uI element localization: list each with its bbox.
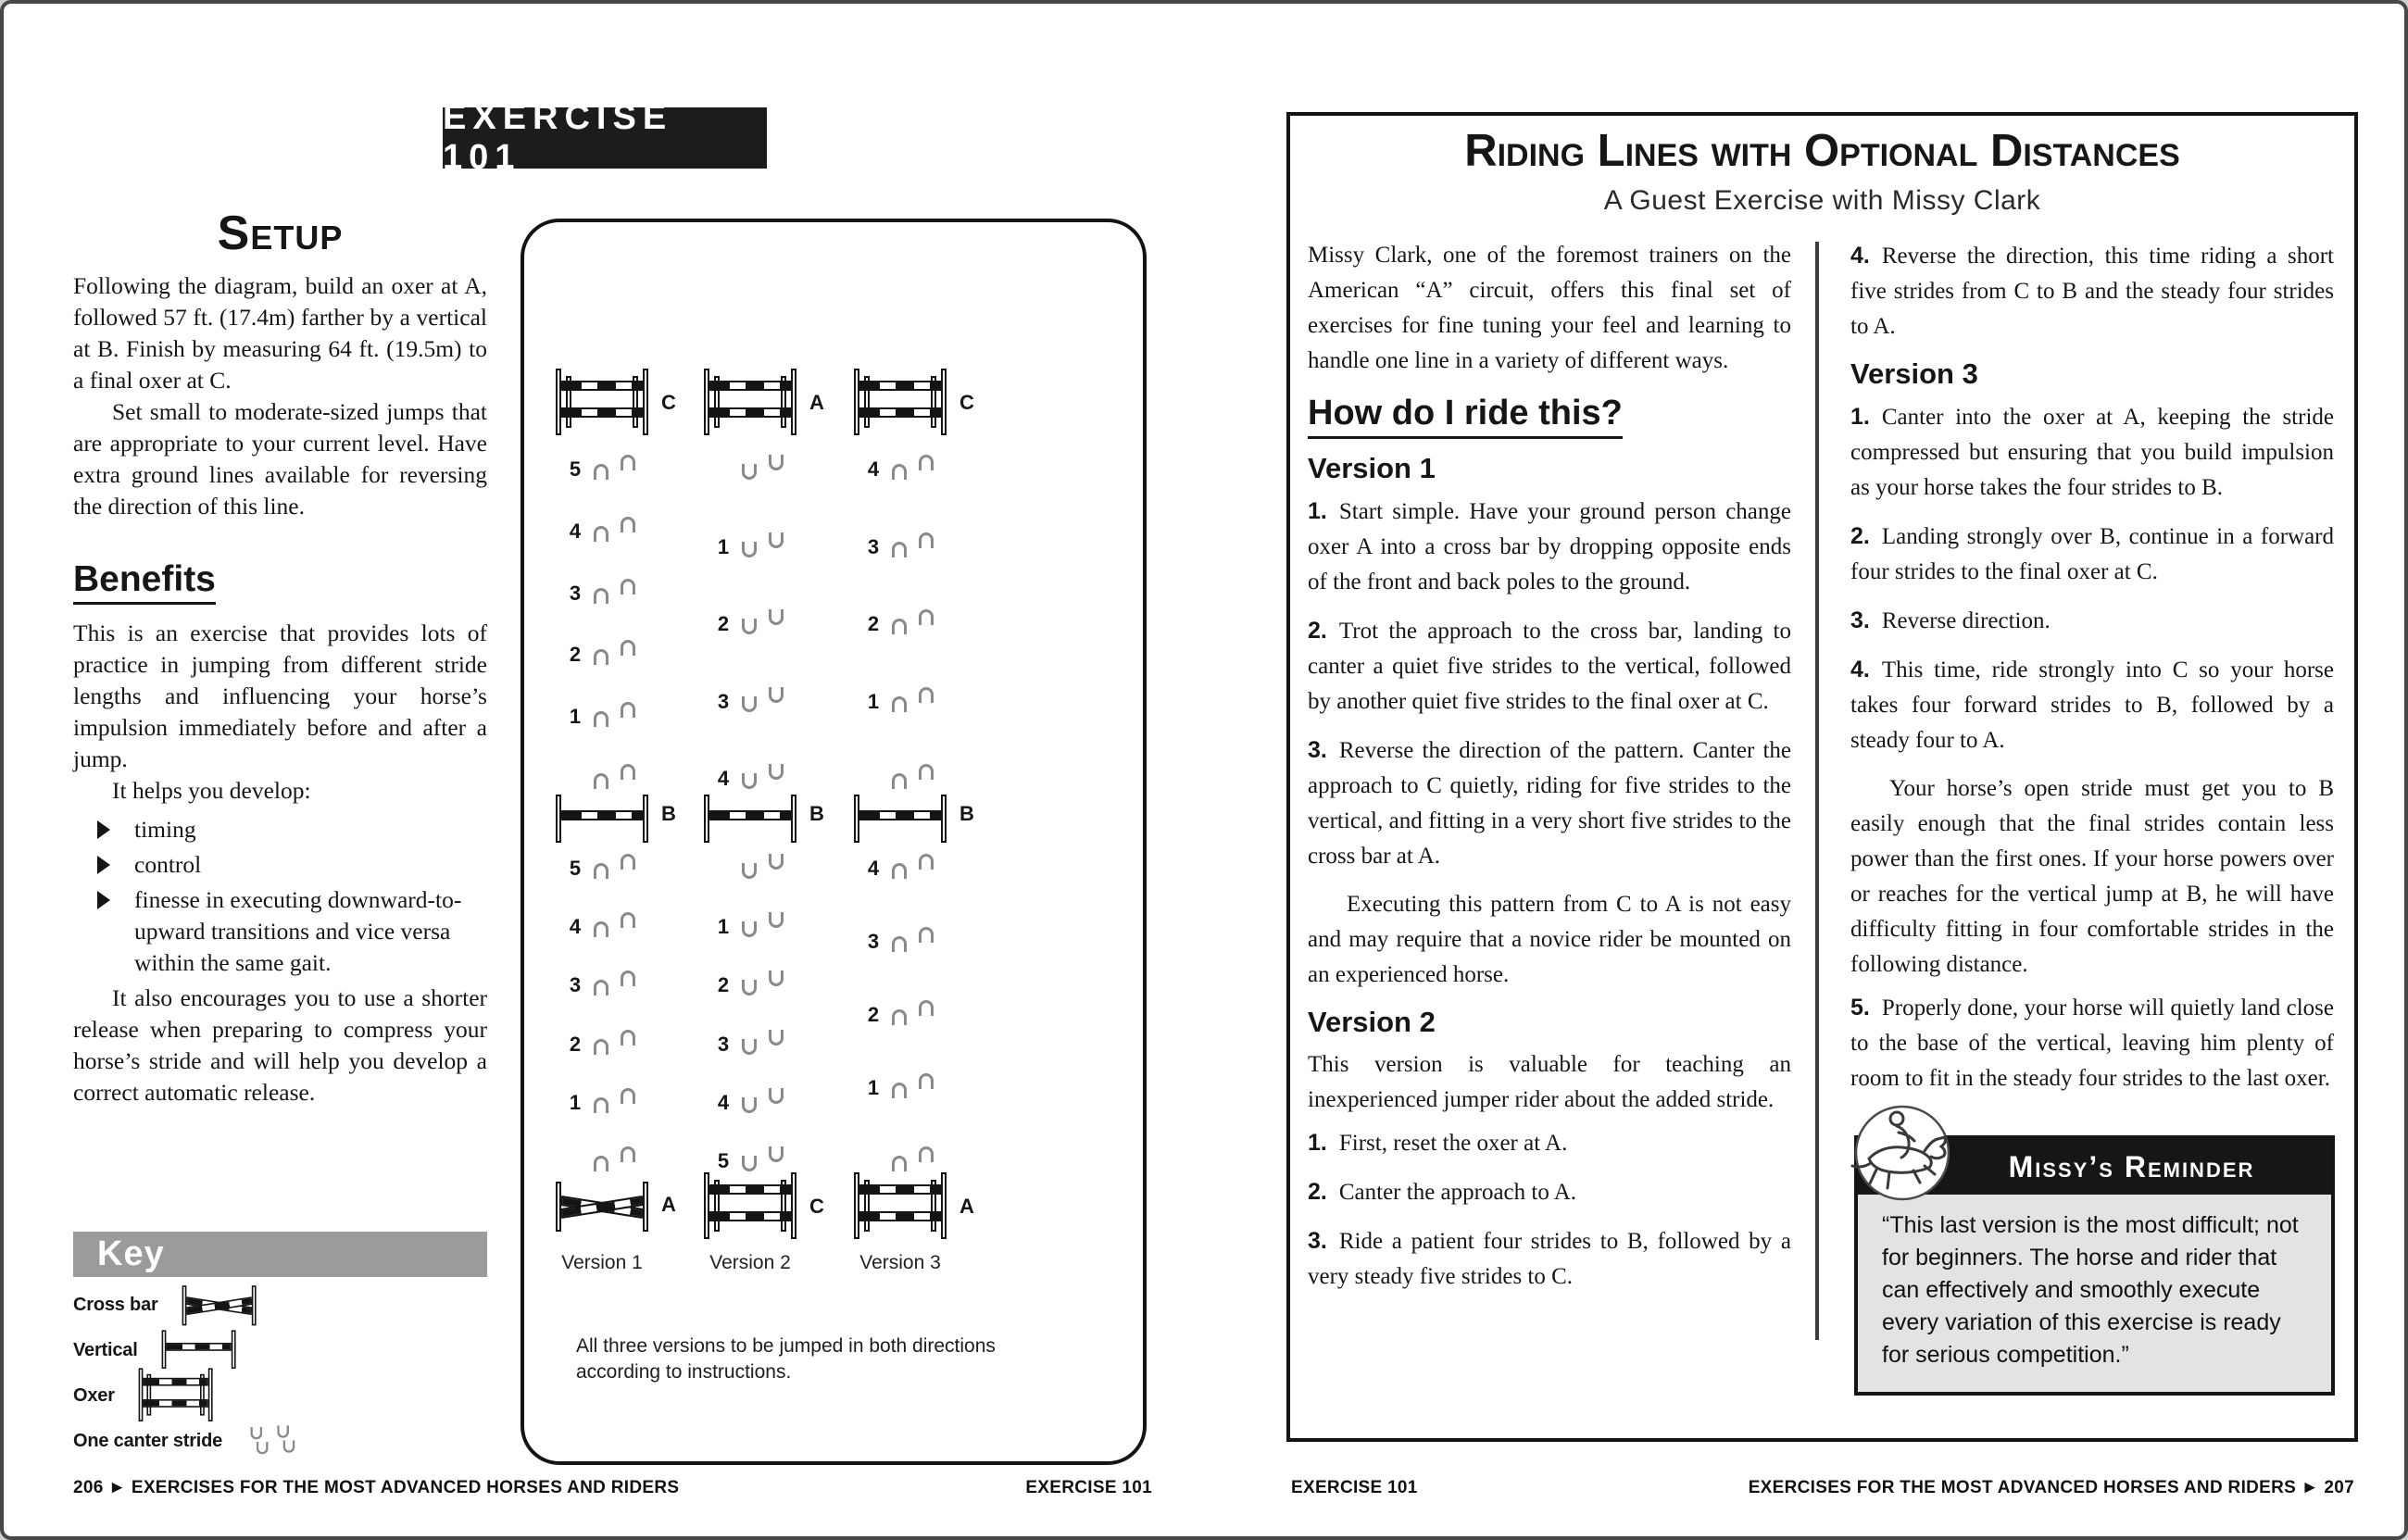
canter-stride-row [565, 971, 645, 995]
left-page-footer-right: EXERCISE 101 [1025, 1478, 1152, 1497]
stride-count: 2 [717, 973, 730, 997]
version-label: Version 3 [859, 1252, 941, 1273]
hoofprint-icon [919, 1146, 934, 1162]
step-text: Landing strongly over B, continue in a forward four strides to the final oxer at C. [1850, 524, 2334, 584]
canter-stride-row [863, 928, 943, 952]
canter-stride-row [713, 456, 793, 480]
stride-count: 2 [569, 643, 582, 667]
canter-stride-row [565, 765, 645, 789]
key-legend [73, 1232, 487, 1459]
canter-stride-row [713, 688, 793, 712]
stride-count: 3 [717, 689, 730, 713]
benefit-bullet [97, 884, 487, 979]
hoofprint-icon [769, 912, 784, 928]
hoofprint-icon [919, 1000, 934, 1016]
hoofprint-icon [742, 464, 757, 480]
stride-count: 5 [569, 857, 582, 880]
jump-post [182, 1285, 186, 1325]
hoofprint-icon [919, 1073, 934, 1089]
version-label: Version 1 [561, 1252, 643, 1273]
jump-rail [166, 1343, 231, 1351]
canter-stride-row [565, 1147, 645, 1171]
stride-column [565, 456, 645, 789]
key-item-label: Oxer [73, 1384, 115, 1406]
canter-stride-row [863, 533, 943, 557]
paragraph: Your horse’s open stride must get you to B easily enough that the final strides contain less power than the first ones. If your horse powers over or reaches for the vertical jump at B, he will have difficulty fitting in four comfortable strides in the following distance. [1850, 776, 2334, 977]
how-do-i-ride-heading [1308, 395, 1791, 439]
step-number: 4. [1850, 243, 1870, 269]
canter-stride-row [713, 610, 793, 634]
article-subtitle: A Guest Exercise with Missy Clark [1603, 185, 2041, 216]
jump-rail [709, 810, 791, 820]
right-page-footer-left: EXERCISE 101 [1291, 1478, 1418, 1497]
setup-heading: Setup [217, 207, 344, 260]
hoofprint-icon [621, 970, 635, 986]
hoofprint-icon [769, 1146, 784, 1162]
jump-post [251, 1285, 256, 1325]
stride-count: 4 [569, 915, 582, 939]
hoofprint-icon [892, 773, 907, 789]
bullet-triangle-icon [97, 891, 110, 909]
numbered-step [1850, 238, 2334, 344]
hoofprint-icon [594, 464, 608, 480]
right-page-footer-right: EXERCISES FOR THE MOST ADVANCED HORSES AND RIDERS ► 207 [1748, 1478, 2354, 1497]
jump-post [854, 1172, 859, 1239]
canter-stride-row [713, 971, 793, 995]
canter-stride-row [565, 580, 645, 604]
canter-stride-row [863, 456, 943, 480]
jump-rail [143, 1399, 207, 1408]
canter-stride-row [713, 913, 793, 937]
jump-rail [143, 1378, 207, 1386]
key-row [73, 1423, 487, 1459]
canter-stride-row [863, 1147, 943, 1171]
jump-rail [561, 407, 643, 418]
key-row [73, 1378, 487, 1413]
hoofprint-icon [742, 1039, 757, 1055]
hoofprint-icon [621, 455, 635, 470]
stride-count: 2 [717, 612, 730, 635]
jump-post [138, 1368, 143, 1421]
key-row [73, 1333, 487, 1368]
bullet-triangle-icon [97, 856, 110, 874]
hoofprint-icon [742, 696, 757, 712]
step-number: 1. [1308, 1130, 1327, 1156]
stride-count: 4 [717, 1090, 730, 1114]
key-heading: Key [73, 1232, 487, 1277]
jump-rail [859, 381, 941, 391]
jump-label: A [809, 391, 824, 414]
jump-post [643, 369, 648, 435]
setup-paragraph-1: Following the diagram, build an oxer at A, followed 57 ft. (17.4m) farther by a vertical at B. Finish by measuring 64 ft. (19.5m) to a final oxer at C. [73, 272, 487, 394]
numbered-step [1308, 1125, 1791, 1161]
canter-stride-row [863, 1001, 943, 1025]
stride-count: 2 [867, 1003, 880, 1026]
numbered-step [1850, 519, 2334, 590]
jump-post [941, 369, 947, 435]
numbered-step [1308, 732, 1791, 874]
hoofprint-icon [892, 542, 907, 557]
canter-stride-row [565, 456, 645, 480]
stride-symbol-icon [245, 1425, 304, 1457]
benefit-bullet [97, 814, 487, 845]
jump-post [791, 795, 796, 843]
canter-stride-row [863, 855, 943, 879]
step-number: 2. [1308, 618, 1327, 644]
hoofprint-icon [919, 927, 934, 943]
numbered-step [1308, 494, 1791, 600]
benefits-paragraph-2: It also encourages you to use a shorter release when preparing to compress your horse’s stride and will help you develop a correct automatic release. [73, 984, 487, 1106]
hoofprint-icon [742, 1097, 757, 1113]
stride-count: 3 [569, 581, 582, 605]
jump-post [643, 795, 648, 843]
stride-count: 1 [717, 915, 730, 939]
hoofprint-icon [594, 1156, 608, 1171]
canter-stride-row [565, 1089, 645, 1113]
jump-post [791, 1172, 796, 1239]
stride-count: 1 [867, 689, 880, 713]
hoofprint-icon [892, 863, 907, 879]
article-title: Riding Lines with Optional Distances [1464, 126, 2180, 176]
canter-stride-row [565, 641, 645, 665]
canter-stride-row [565, 855, 645, 879]
hoofprint-icon [892, 619, 907, 634]
paragraph: Missy Clark, one of the foremost trainers on the American “A” circuit, offers this final set of exercises for fine tuning your feel and learning to handle one line in a variety of different ways. [1308, 243, 1791, 373]
hoofprint-icon [742, 921, 757, 937]
hoofprint-icon [892, 696, 907, 712]
benefits-paragraph-1: This is an exercise that provides lots of practice in jumping from different stride lengths and influencing your horse’s impulsion immediately before and after a jump. [73, 620, 487, 772]
stride-count: 3 [569, 973, 582, 997]
hoofprint-icon [621, 912, 635, 928]
step-number: 2. [1308, 1179, 1327, 1205]
hoofprint-icon [919, 764, 934, 780]
jump-rail [561, 381, 643, 391]
bullet-text: finesse in executing downward-to-upward transitions and vice versa within the same gait. [134, 886, 462, 976]
jump-rail [859, 407, 941, 418]
hoofprint-icon [251, 1427, 263, 1440]
hoofprint-icon [594, 921, 608, 937]
step-number: 1. [1308, 498, 1327, 524]
jump-label: B [661, 802, 676, 825]
canter-stride-row [565, 913, 645, 937]
stride-count: 5 [717, 1148, 730, 1172]
key-row [73, 1287, 487, 1322]
jump-post [556, 369, 561, 435]
hoofprint-icon [892, 464, 907, 480]
left-page-text-column [73, 209, 487, 1108]
hoofprint-icon [919, 532, 934, 548]
jump-label: A [661, 1193, 676, 1216]
diagram-panel [520, 219, 1147, 1465]
jump-post [941, 795, 947, 843]
key-item-label: Cross bar [73, 1294, 158, 1315]
step-text: Reverse the direction of the pattern. Canter the approach to C quietly, riding for five strides to the vertical, and fitting in a very short five strides to the cross bar at A. [1308, 738, 1791, 869]
numbered-step [1308, 1223, 1791, 1295]
stride-count: 1 [569, 1090, 582, 1114]
canter-stride-row [713, 765, 793, 789]
version-heading: Version 1 [1308, 452, 1436, 484]
version-label: Version 2 [709, 1252, 791, 1273]
hoofprint-icon [283, 1440, 295, 1453]
jump-label: C [959, 391, 974, 414]
hoofprint-icon [621, 764, 635, 780]
hoofprint-icon [594, 1097, 608, 1113]
oxer-jump [852, 1172, 974, 1241]
stride-count: 2 [569, 1032, 582, 1056]
canter-stride-row [565, 518, 645, 542]
stride-count: 5 [569, 457, 582, 481]
hoofprint-icon [594, 526, 608, 542]
stride-count: 4 [569, 519, 582, 543]
canter-stride-row [863, 610, 943, 634]
numbered-step [1850, 990, 2334, 1096]
hoofprint-icon [892, 1009, 907, 1025]
jump-post [643, 1182, 648, 1232]
oxer-glyph [137, 1368, 214, 1422]
canter-stride-row [863, 688, 943, 712]
article-column-1 [1308, 238, 1791, 1308]
step-text: Canter into the oxer at A, keeping the stride compressed but ensuring that you build impulsion as your horse takes the four strides to B. [1850, 405, 2334, 500]
oxer-jump [702, 1172, 824, 1241]
reminder-heading: Missy’s Reminder [1858, 1139, 2331, 1195]
column-divider [1815, 242, 1819, 1340]
article-column-2 [1850, 238, 2334, 1109]
stride-count: 1 [867, 1076, 880, 1099]
canter-stride-row [713, 1089, 793, 1113]
hoofprint-icon [594, 588, 608, 604]
step-text: Properly done, your horse will quietly land close to the base of the vertical, leaving him plenty of room to fit in the steady four strides to the last oxer. [1850, 995, 2334, 1091]
canter-stride-row [713, 533, 793, 557]
hoofprint-icon [919, 687, 934, 703]
crossbar-glyph [181, 1283, 257, 1327]
step-text: Reverse direction. [1881, 608, 2051, 633]
diagram-caption: All three versions to be jumped in both directions according to instructions. [576, 1335, 996, 1383]
step-number: 3. [1308, 737, 1327, 763]
hoofprint-icon [769, 532, 784, 548]
hoofprint-icon [742, 863, 757, 879]
jump-rail [709, 381, 791, 391]
step-text: Start simple. Have your ground person change oxer A into a cross bar by dropping opposite ends of the front and back poles to the ground. [1308, 499, 1791, 595]
hoofprint-icon [257, 1442, 269, 1455]
stride-count: 2 [867, 612, 880, 635]
step-number: 2. [1850, 523, 1870, 549]
step-number: 3. [1850, 607, 1870, 633]
stride-count: 1 [569, 705, 582, 729]
key-item-label: One canter stride [73, 1430, 223, 1451]
jump-rail [859, 810, 941, 820]
jump-rail [709, 407, 791, 418]
hoofprint-icon [769, 609, 784, 625]
canter-stride-row [565, 1031, 645, 1055]
hoofprint-icon [621, 640, 635, 656]
hoofprint-icon [742, 542, 757, 557]
numbered-step [1850, 603, 2334, 639]
paragraph: This version is valuable for teaching an inexperienced jumper rider about the added stride. [1308, 1052, 1791, 1112]
numbered-step [1850, 399, 2334, 506]
hoofprint-icon [742, 619, 757, 634]
jump-post [941, 1172, 947, 1239]
jump-post [854, 369, 859, 435]
jump-label: C [661, 391, 676, 414]
step-number: 4. [1850, 657, 1870, 682]
canter-stride-row [713, 1147, 793, 1171]
hoofprint-icon [594, 980, 608, 995]
stride-column [863, 855, 943, 1171]
stride-count: 3 [717, 1032, 730, 1056]
hoofprint-icon [769, 1088, 784, 1104]
crossbar-jump [554, 1178, 676, 1233]
hoofprint-icon [621, 854, 635, 870]
canter-stride-row [863, 765, 943, 789]
numbered-step [1850, 652, 2334, 758]
stride-column [863, 456, 943, 789]
hoofprint-icon [621, 1088, 635, 1104]
hoofprint-icon [594, 1039, 608, 1055]
bullet-triangle-icon [97, 820, 110, 839]
benefit-bullet [97, 849, 487, 881]
step-number: 5. [1850, 995, 1870, 1020]
hoofprint-icon [621, 1030, 635, 1045]
canter-stride-row [565, 703, 645, 727]
stride-count: 4 [717, 767, 730, 790]
stride-count: 3 [867, 534, 880, 558]
vertical-jump [554, 795, 676, 845]
step-text: Ride a patient four strides to B, followed by a very steady five strides to C. [1308, 1229, 1791, 1289]
hoofprint-icon [769, 687, 784, 703]
numbered-step [1308, 613, 1791, 720]
hoofprint-icon [277, 1425, 289, 1438]
hoofprint-icon [892, 1156, 907, 1171]
step-text: Reverse the direction, this time riding a short five strides from C to B and the steady four strides to A. [1850, 244, 2334, 339]
jump-label: C [809, 1195, 824, 1218]
oxer-jump [702, 369, 824, 437]
setup-paragraph-2: Set small to moderate-sized jumps that are appropriate to your current level. Have extra ground lines available for reversing the direction of this line. [73, 398, 487, 520]
jump-label: B [809, 802, 824, 825]
bullet-text: control [134, 851, 202, 878]
hoofprint-icon [621, 517, 635, 532]
vertical-jump [852, 795, 974, 845]
step-number: 1. [1850, 404, 1870, 430]
jump-rail [709, 1211, 791, 1221]
exercise-badge: EXERCISE 101 [443, 107, 767, 169]
crossbar-symbol-icon [181, 1283, 257, 1327]
jump-label: A [959, 1195, 974, 1218]
step-text: This time, ride strongly into C so your horse takes four forward strides to B, followed by a steady four to A. [1850, 657, 2334, 753]
stride-count: 3 [867, 930, 880, 953]
oxer-jump [852, 369, 974, 437]
vertical-jump [702, 795, 824, 845]
stride-count: 1 [717, 534, 730, 558]
horse-rider-illustration [1839, 1092, 1962, 1214]
canter-stride-row [713, 1031, 793, 1055]
reminder-quote: “This last version is the most difficult; not for beginners. The horse and rider that can effectively and smoothly execute every variation of this exercise is ready for serious competition.” [1882, 1212, 2299, 1368]
stride-column [713, 855, 793, 1171]
hoofprint-icon [594, 863, 608, 879]
hoofprint-icon [919, 609, 934, 625]
step-number: 3. [1308, 1228, 1327, 1254]
step-text: Canter the approach to A. [1338, 1180, 1577, 1205]
hoofprint-icon [621, 702, 635, 718]
paragraph: Executing this pattern from C to A is not easy and may require that a novice rider be mounted on an experienced horse. [1308, 892, 1791, 987]
jump-rail [561, 810, 643, 820]
step-text: First, reset the oxer at A. [1338, 1131, 1568, 1156]
key-rows [73, 1287, 487, 1459]
jump-post [161, 1330, 166, 1369]
stride-column [713, 456, 793, 789]
jump-post [791, 369, 796, 435]
jump-rail [859, 1211, 941, 1221]
stride-count: 4 [867, 857, 880, 880]
stride-column [565, 855, 645, 1171]
hoofprint-icon [892, 1083, 907, 1098]
jump-rail [709, 1184, 791, 1195]
vertical-glyph [160, 1330, 237, 1370]
stride-count: 4 [867, 457, 880, 481]
oxer-symbol-icon [137, 1368, 214, 1422]
jump-post [231, 1330, 235, 1369]
jump-rail [859, 1184, 941, 1195]
jump-post [704, 1172, 709, 1239]
benefits-heading: Benefits [73, 561, 487, 605]
benefits-bullet-list [73, 814, 487, 979]
hoofprint-icon [742, 773, 757, 789]
canter-stride-row [863, 1074, 943, 1098]
key-item-label: Vertical [73, 1339, 138, 1360]
benefits-lead-in: It helps you develop: [112, 777, 311, 804]
hoofprint-icon [769, 1030, 784, 1045]
hoofprint-icon [769, 854, 784, 870]
hoofprint-icon [594, 773, 608, 789]
hoofprint-icon [769, 764, 784, 780]
left-page-footer-left: 206 ► EXERCISES FOR THE MOST ADVANCED HORSES AND RIDERS [73, 1478, 680, 1497]
heading-text: How do I ride this? [1308, 395, 1623, 439]
bullet-text: timing [134, 816, 196, 843]
hoofprint-icon [594, 711, 608, 727]
jump-post [208, 1368, 213, 1421]
jump-post [556, 1182, 561, 1232]
jump-label: B [959, 802, 974, 825]
hoofprint-icon [621, 1146, 635, 1162]
jump-post [704, 369, 709, 435]
hoofprint-icon [919, 455, 934, 470]
hoofprint-icon [769, 455, 784, 470]
canter-stride-row [713, 855, 793, 879]
oxer-jump [554, 369, 676, 437]
hoofprint-icon [594, 649, 608, 665]
hoofprint-icon [742, 1156, 757, 1171]
hoofprint-icon [742, 980, 757, 995]
hoofprint-icon [919, 854, 934, 870]
vertical-symbol-icon [160, 1330, 237, 1370]
numbered-step [1308, 1174, 1791, 1210]
hoofprint-icon [621, 579, 635, 595]
version-heading: Version 3 [1850, 357, 1978, 390]
version-heading: Version 2 [1308, 1006, 1436, 1038]
step-text: Trot the approach to the cross bar, landing to canter a quiet five strides to the vertical, followed by another quiet five strides to the final oxer at C. [1308, 619, 1791, 714]
hoofprint-icon [769, 970, 784, 986]
hoofprint-icon [892, 936, 907, 952]
